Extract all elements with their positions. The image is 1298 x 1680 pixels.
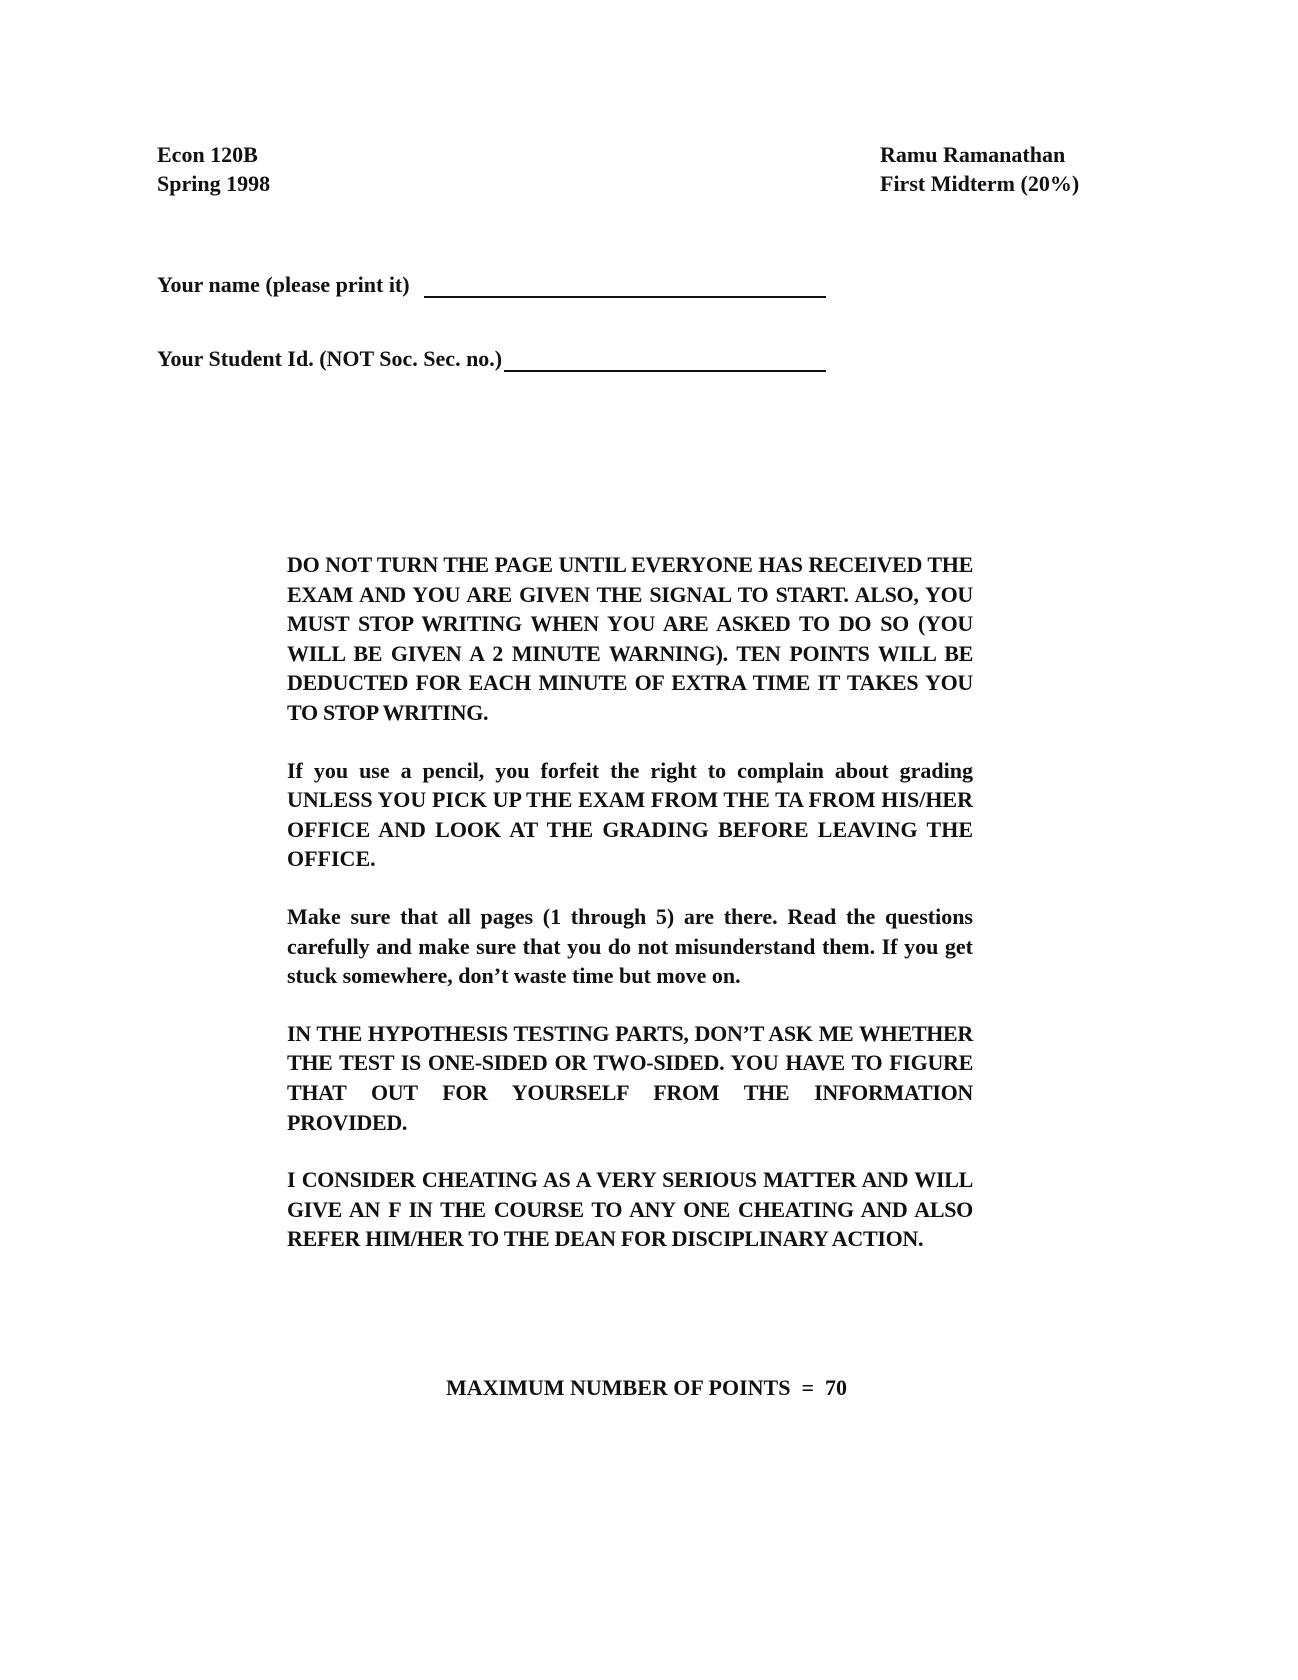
max-points-text: MAXIMUM NUMBER OF POINTS = 70 xyxy=(446,1375,847,1400)
exam-info xyxy=(880,140,1079,198)
instruction-pencil-policy: If you use a pencil, you forfeit the right to complain about grading UNLESS YOU PICK UP THE EXAM FROM THE TA FROM HIS/HER OFFICE AND LOOK AT THE GRADING BEFORE LEAVING THE OFFICE. xyxy=(287,757,973,872)
max-points-line xyxy=(0,1349,1298,1401)
name-label: Your name (please print it) xyxy=(157,272,410,297)
instruction-check-pages: Make sure that all pages (1 through 5) are there. Read the questions carefully and make sure that you do not misunderstand them. If you get stuck somewhere, don’t waste time but move on. xyxy=(287,903,973,989)
student-id-label: Your Student Id. (NOT Soc. Sec. no.) xyxy=(157,346,503,371)
instructor-name: Ramu Ramanathan xyxy=(880,142,1066,167)
exam-instructions xyxy=(287,550,973,1282)
course-code: Econ 120B xyxy=(157,142,258,167)
name-field xyxy=(157,272,826,298)
exam-title: First Midterm (20%) xyxy=(880,171,1080,196)
instruction-hypothesis-testing: IN THE HYPOTHESIS TESTING PARTS, DON’T ASK ME WHETHER THE TEST IS ONE-SIDED OR TWO-SIDED. YOU HAVE TO FIGURE THAT OUT FOR YOURSELF FROM THE INFORMATION PROVIDED. xyxy=(287,1020,973,1135)
instruction-start-signal: DO NOT TURN THE PAGE UNTIL EVERYONE HAS RECEIVED THE EXAM AND YOU ARE GIVEN THE SIGNAL TO START. ALSO, YOU MUST STOP WRITING WHEN YOU ARE ASKED TO DO SO (YOU WILL BE GIVEN A 2 MINUTE WARNING). TEN POINTS WILL BE DEDUCTED FOR EACH MINUTE OF EXTRA TIME IT TAKES YOU TO STOP WRITING. xyxy=(287,552,973,725)
course-info xyxy=(157,140,270,198)
student-id-blank-line[interactable] xyxy=(504,352,826,372)
name-blank-line[interactable] xyxy=(424,278,826,298)
course-term: Spring 1998 xyxy=(157,171,271,196)
instruction-cheating-policy: I CONSIDER CHEATING AS A VERY SERIOUS MATTER AND WILL GIVE AN F IN THE COURSE TO ANY ONE CHEATING AND ALSO REFER HIM/HER TO THE DEAN FOR DISCIPLINARY ACTION. xyxy=(287,1167,973,1252)
student-id-field xyxy=(157,346,826,372)
